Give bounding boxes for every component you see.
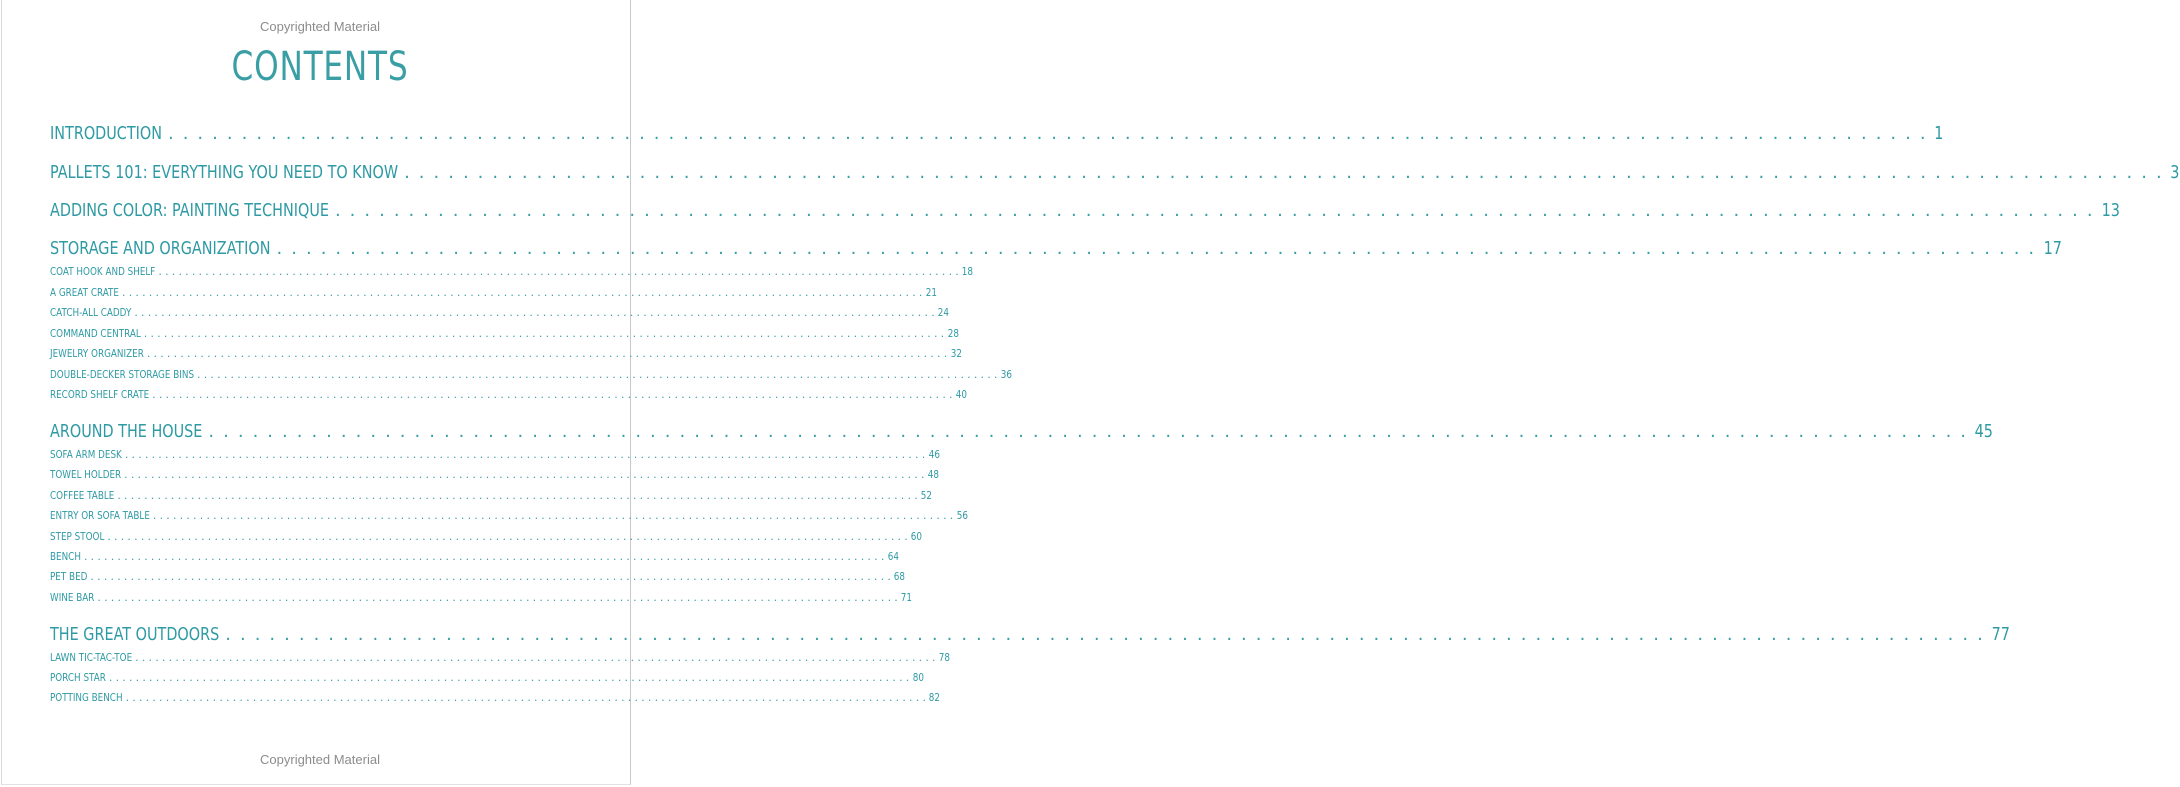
dot-leader: ........................................................................................................................ (83, 550, 888, 563)
toc-item (50, 468, 939, 484)
toc-page-number: 28 (947, 327, 959, 340)
toc-section (50, 200, 2120, 224)
dot-leader: ........................................................................................................................ (158, 265, 962, 278)
dot-leader: ........................................................................................................................ (108, 671, 913, 684)
toc-page-number: 46 (928, 448, 940, 461)
toc-page-number: 36 (1000, 368, 1012, 381)
toc-item (50, 570, 906, 586)
dot-leader: ........................................................................................................................ (117, 489, 921, 502)
toc-item (50, 651, 950, 667)
dot-leader: ........................................................................................................................ (124, 468, 928, 481)
toc-page-number: 3 (2170, 162, 2180, 183)
dot-leader: ........................................................................................................................ (125, 691, 930, 704)
toc-label: SOFA ARM DESK (50, 448, 122, 461)
toc-item (50, 530, 923, 546)
toc-label: AROUND THE HOUSE (50, 421, 203, 442)
toc-item (50, 286, 937, 302)
toc-label: RECORD SHELF CRATE (50, 388, 150, 401)
toc-label: JEWELRY ORGANIZER (50, 347, 144, 360)
toc-section (50, 162, 2180, 186)
toc-item (50, 265, 974, 281)
toc-item (50, 388, 967, 404)
toc-label: STORAGE AND ORGANIZATION (50, 238, 271, 259)
toc-page-number: 68 (894, 570, 906, 583)
toc-section (50, 421, 1994, 445)
toc-label: ADDING COLOR: PAINTING TECHNIQUE (50, 200, 329, 221)
toc-page-number: 64 (887, 550, 899, 563)
toc-page-number: 21 (925, 286, 937, 299)
toc-item (50, 448, 940, 464)
toc-item (50, 671, 924, 687)
dot-leader: ........................................................................................................................ (152, 509, 957, 522)
toc-item (50, 368, 1012, 384)
dot-leader: ........................................................................................................................ (167, 123, 1935, 144)
toc-label: POTTING BENCH (50, 691, 123, 704)
dot-leader: ........................................................................................................................ (152, 388, 956, 401)
copyright-watermark-top: Copyrighted Material (260, 19, 380, 34)
toc-label: COMMAND CENTRAL (50, 327, 141, 340)
dot-leader: ........................................................................................................................ (208, 421, 1976, 442)
toc-section (50, 624, 2011, 648)
toc-label: THE GREAT OUTDOORS (50, 624, 220, 645)
toc-label: LAWN TIC-TAC-TOE (50, 651, 133, 664)
dot-leader: ........................................................................................................................ (134, 306, 938, 319)
dot-leader: ........................................................................................................................ (97, 591, 901, 604)
toc-item (50, 691, 941, 707)
dot-leader: ........................................................................................................................ (107, 530, 911, 543)
toc-item (50, 327, 959, 343)
dot-leader: ........................................................................................................................ (90, 570, 895, 583)
toc-page-number: 60 (910, 530, 923, 543)
toc-page-number: 56 (956, 509, 968, 522)
toc-page-number: 32 (950, 347, 962, 360)
toc-label: STEP STOOL (50, 530, 105, 543)
toc-page-number: 48 (927, 468, 939, 481)
toc-label: TOWEL HOLDER (50, 468, 122, 481)
dot-leader: ........................................................................................................................ (197, 368, 1001, 381)
toc-page-number: 1 (1934, 123, 1944, 144)
dot-leader: ........................................................................................................................ (225, 624, 1992, 645)
toc-label: COAT HOOK AND SHELF (50, 265, 156, 278)
toc-label: CATCH-ALL CADDY (50, 306, 132, 319)
toc-label: PALLETS 101: EVERYTHING YOU NEED TO KNOW (50, 162, 399, 183)
toc-item (50, 550, 899, 566)
toc-label: PORCH STAR (50, 671, 106, 684)
toc-page-number: 13 (2101, 200, 2120, 221)
toc-page-number: 24 (937, 306, 950, 319)
toc-label: PET BED (50, 570, 88, 583)
dot-leader: ........................................................................................................................ (135, 651, 939, 664)
dot-leader: ........................................................................................................................ (143, 327, 948, 340)
dot-leader: ........................................................................................................................ (146, 347, 951, 360)
toc-page-number: 82 (929, 691, 941, 704)
toc-label: COFFEE TABLE (50, 489, 115, 502)
toc-label: BENCH (50, 550, 81, 563)
dot-leader: ........................................................................................................................ (404, 162, 2171, 183)
toc-page-number: 78 (938, 651, 950, 664)
dot-leader: ........................................................................................................................ (334, 200, 2102, 221)
toc-item (50, 489, 933, 505)
toc-section (50, 123, 1944, 147)
dot-leader: ........................................................................................................................ (124, 448, 929, 461)
toc-page-number: 17 (2043, 238, 2062, 259)
toc-page-number: 18 (961, 265, 974, 278)
toc-section (50, 238, 2062, 262)
toc-page-number: 52 (920, 489, 933, 502)
toc-page-number: 80 (912, 671, 924, 684)
dot-leader: ........................................................................................................................ (276, 238, 2044, 259)
toc-label: WINE BAR (50, 591, 95, 604)
toc-label: DOUBLE-DECKER STORAGE BINS (50, 368, 195, 381)
toc-page-number: 71 (900, 591, 913, 604)
toc-label: A GREAT CRATE (50, 286, 119, 299)
toc-item (50, 509, 968, 525)
toc-page-number: 77 (1991, 624, 2011, 645)
toc-label: INTRODUCTION (50, 123, 162, 144)
page-title: CONTENTS (231, 44, 409, 90)
dot-leader: ........................................................................................................................ (122, 286, 926, 299)
copyright-watermark-bottom: Copyrighted Material (260, 752, 380, 767)
toc-item (50, 306, 950, 322)
toc-page-number: 40 (955, 388, 967, 401)
toc-label: ENTRY OR SOFA TABLE (50, 509, 150, 522)
toc-item (50, 347, 962, 363)
toc-item (50, 591, 913, 607)
toc-page-number: 45 (1975, 421, 1994, 442)
